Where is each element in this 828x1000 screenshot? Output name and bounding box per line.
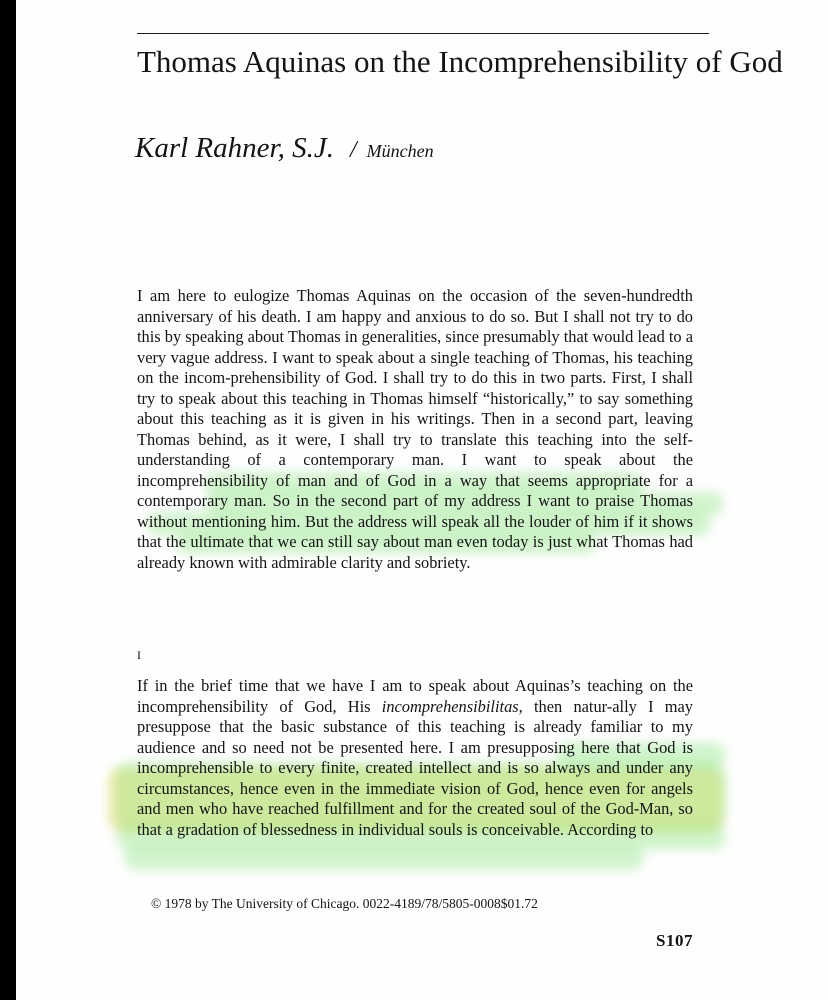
article-title [137,44,783,80]
page-number: S107 [656,931,693,950]
byline-separator: / [349,137,357,163]
highlight-mark [124,846,644,870]
title-text: Thomas Aquinas on the Incomprehensibility of God [137,44,783,79]
paragraph-2-text-continued: , then natur-ally I may presuppose that the basic substance of this teaching is already familiar to my audience and so need not be presented here. I am presupposing here that God is incomprehensible to every finite, created intellect and is so always and under any circumstances, hence even in the immediate vision of God, hence even for angels and men who have reached fulfillment and for the created soul of the God-Man, so that a gradation of blessedness in individual souls is conceivable. According to [137,696,693,839]
author-affiliation: München [366,141,434,161]
section-numeral: I [137,648,141,662]
paragraph-2-text: If in the brief time that we have I am to speak about Aquinas’s teaching on the incomprehensibility of God, His [137,676,693,716]
byline [135,128,434,173]
body-paragraph-2 [137,676,693,840]
latin-term: incomprehensibilitas [381,696,519,716]
body-paragraph-1: I am here to eulogize Thomas Aquinas on the occasion of the seven-hundredth anniversary of his death. I am happy and anxious to do so. But I shall not try to do this by speaking about Thomas in generalities, since presumably that would lead to a very vague address. I want to speak about a single teaching of Thomas, his teaching on the incom-prehensibility of God. I shall try to do this in two parts. First, I shall try to speak about this teaching in Thomas himself “historically,” to say something about this teaching as it is given in his writings. Then in a second part, leaving Thomas behind, as it were, I shall try to translate this teaching into the self-understanding of a contemporary man. I want to speak about the incomprehensibility of man and of God in a way that seems appropriate for a contemporary man. So in the second part of my address I want to praise Thomas without mentioning him. But the address will speak all the louder of him if it shows that the ultimate that we can still say about man even today is just what Thomas had already known with admirable clarity and sobriety. [137,286,693,572]
author-name: Karl Rahner, S.J. [135,132,334,164]
document-page [16,0,828,1000]
copyright-notice: © 1978 by The University of Chicago. 0022-4189/78/5805-0008$01.72 [151,896,538,911]
top-rule [137,33,709,34]
